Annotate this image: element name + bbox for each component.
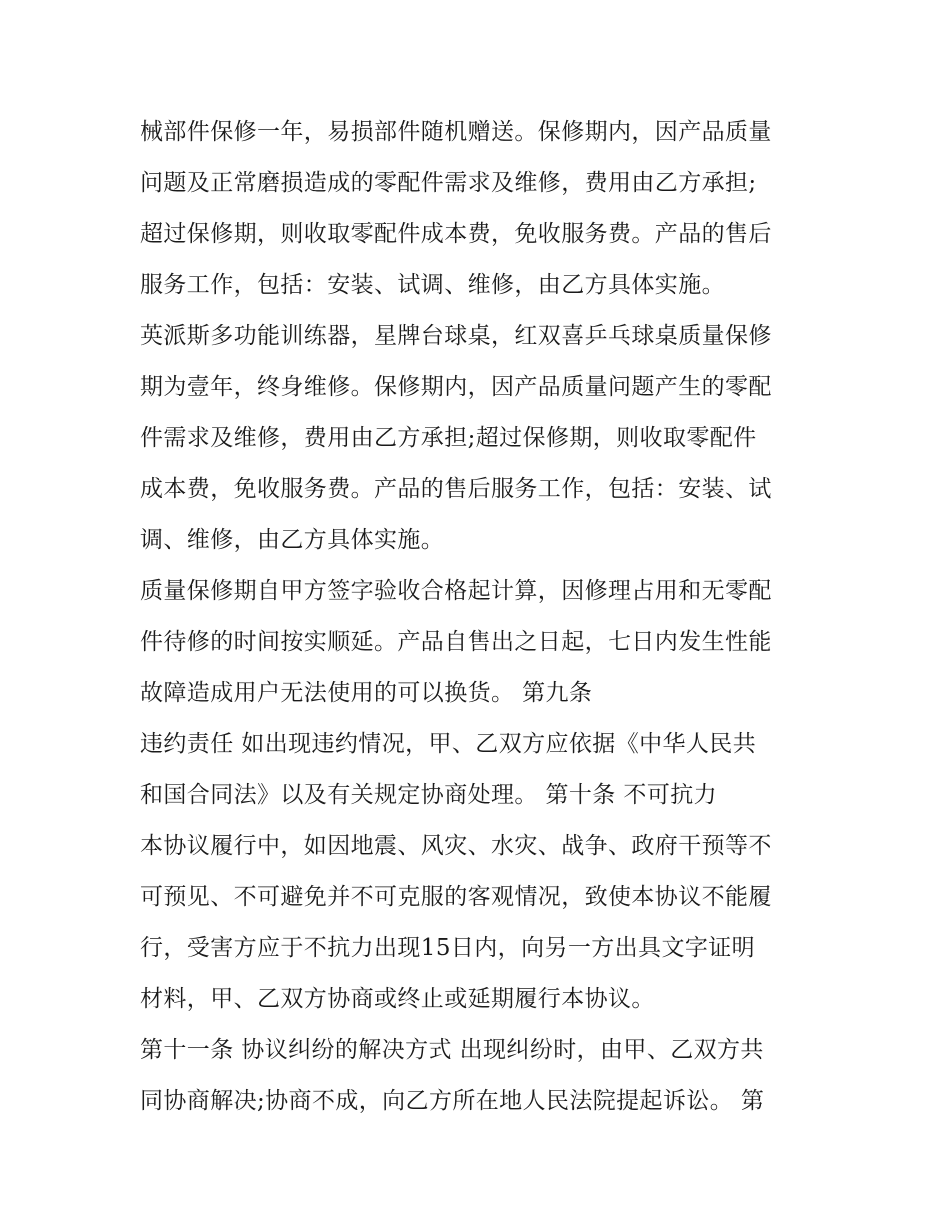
text-line: 械部件保修一年，易损部件随机赠送。保修期内，因产品质量: [140, 119, 772, 145]
text-line: 行，受害方应于不抗力出现15日内，向另一方出具文字证明: [140, 935, 756, 961]
text-line: 质量保修期自甲方签字验收合格起计算，因修理占用和无零配: [140, 578, 772, 604]
text-line: 调、维修，由乙方具体实施。: [140, 527, 445, 553]
text-line: 违约责任 如出现违约情况，甲、乙双方应依据《中华人民共: [140, 731, 757, 757]
text-line: 成本费，免收服务费。产品的售后服务工作，包括：安装、试: [140, 476, 772, 502]
text-line: 本协议履行中，如因地震、风灾、水灾、战争、政府干预等不: [140, 833, 772, 859]
text-line: 期为壹年，终身维修。保修期内，因产品质量问题产生的零配: [140, 374, 772, 400]
text-line: 和国合同法》以及有关规定协商处理。 第十条 不可抗力: [140, 782, 718, 808]
text-line: 问题及正常磨损造成的零配件需求及维修，费用由乙方承担;: [140, 170, 757, 196]
text-line: 件待修的时间按实顺延。产品自售出之日起，七日内发生性能: [140, 629, 772, 655]
text-line: 故障造成用户无法使用的可以换货。 第九条: [140, 680, 593, 706]
text-line: 第十一条 协议纠纷的解决方式 出现纠纷时，由甲、乙双方共: [140, 1037, 764, 1063]
document-body: [140, 107, 820, 1127]
text-line: 材料，甲、乙双方协商或终止或延期履行本协议。: [140, 986, 655, 1012]
text-line: 服务工作，包括：安装、试调、维修，由乙方具体实施。: [140, 272, 725, 298]
text-line: 超过保修期，则收取零配件成本费，免收服务费。产品的售后: [140, 221, 772, 247]
text-line: 可预见、不可避免并不可克服的客观情况，致使本协议不能履: [140, 884, 772, 910]
text-line: 英派斯多功能训练器，星牌台球桌，红双喜乒乓球桌质量保修: [140, 323, 772, 349]
text-line: 同协商解决;协商不成，向乙方所在地人民法院提起诉讼。 第: [140, 1088, 765, 1114]
text-line: 件需求及维修，费用由乙方承担;超过保修期，则收取零配件: [140, 425, 757, 451]
